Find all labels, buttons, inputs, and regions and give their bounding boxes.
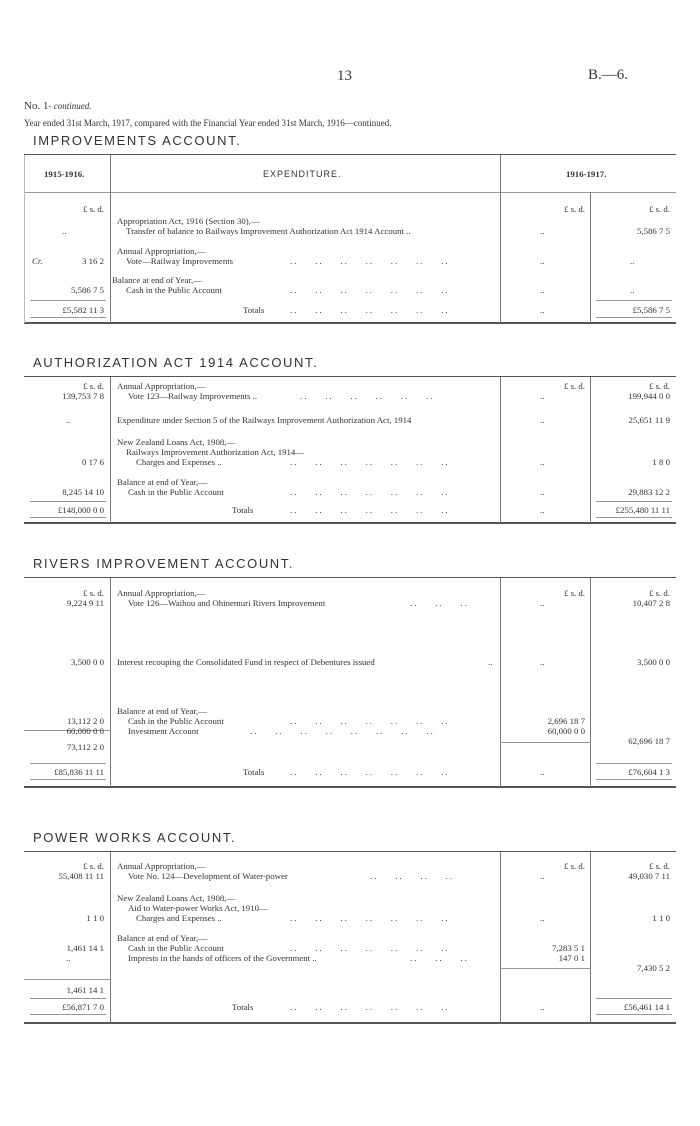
power-leader-dots: .. .. .. — [410, 953, 469, 963]
improvements-row-curr: .. — [630, 256, 635, 266]
authorization-row2-label: Expenditure under Section 5 of the Railways Improvement Authorization Act, 1914 — [117, 415, 412, 425]
improvements-row-prefix: Cr. — [32, 256, 43, 266]
power-row3-prev2: .. — [66, 953, 71, 963]
improvements-row-curr: 5,586 7 5 — [637, 226, 670, 236]
rivers-units-left: £ s. d. — [82, 588, 104, 598]
authorization-row3-sub2: Charges and Expenses .. — [136, 457, 222, 467]
authorization-row2-prev: .. — [66, 415, 71, 425]
power-row2-sub2: Charges and Expenses .. — [136, 913, 222, 923]
authorization-row4-curr: 29,883 12 2 — [628, 487, 670, 497]
power-row3-sub1: Cash in the Public Account — [128, 943, 224, 953]
power-total-prev: £56,871 7 0 — [62, 1002, 104, 1012]
power-leader-dots: .. .. .. .. .. .. .. — [290, 1002, 450, 1012]
improvements-row-prev: 3 16 2 — [82, 256, 104, 266]
improvements-header-right: 1916-1917. — [566, 169, 607, 179]
rivers-units-mid: £ s. d. — [563, 588, 585, 598]
improvements-row-curr: .. — [630, 285, 635, 295]
power-row2-label: New Zealand Loans Act, 1908,— — [117, 893, 236, 903]
power-row2-sub1: Aid to Water-power Works Act, 1910— — [128, 903, 268, 913]
power-total-curr: £56,461 14 1 — [623, 1002, 670, 1012]
authorization-row4-prev: 8,245 14 10 — [62, 487, 104, 497]
improvements-leader-dots: .. .. .. .. .. .. .. — [290, 285, 450, 295]
power-row3-curr: 7,430 5 2 — [637, 963, 670, 973]
rivers-row1-sub: Vote 126—Waihou and Ohinemuri Rivers Improvement — [128, 598, 326, 608]
authorization-row3-mid: .. — [540, 457, 545, 467]
rivers-row2-label: Interest recouping the Consolidated Fund in respect of Debentures issued — [117, 657, 375, 667]
improvements-row-sub: Vote—Railway Improvements — [126, 256, 234, 266]
rivers-row1-mid: .. — [540, 598, 545, 608]
rivers-row2-dots: .. — [488, 657, 493, 667]
improvements-row-label: Annual Appropriation,— — [117, 246, 206, 256]
statement-number — [24, 100, 91, 112]
improvements-header-mid: EXPENDITURE. — [263, 169, 342, 179]
improvements-total-prev: £5,582 11 3 — [62, 305, 104, 315]
rivers-row3-prev-sum: 73,112 2 0 — [66, 742, 104, 752]
page-number: 13 — [337, 68, 352, 84]
page-reference: B.—6. — [588, 67, 629, 83]
authorization-totals-label: Totals — [232, 505, 254, 515]
power-row1-label: Annual Appropriation,— — [117, 861, 206, 871]
power-row3-prev-sum: 1,461 14 1 — [66, 985, 104, 995]
authorization-row2-curr: 25,651 11 9 — [628, 415, 670, 425]
improvements-row-sub: Transfer of balance to Railways Improvement Authorization Act 1914 Account .. — [126, 226, 411, 236]
rivers-row3-prev2: 60,000 0 0 — [66, 726, 104, 736]
rivers-units-right: £ s. d. — [648, 588, 670, 598]
rivers-row2-curr: 3,500 0 0 — [637, 657, 670, 667]
authorization-row3-curr: 1 8 0 — [652, 457, 670, 467]
power-totals-label: Totals — [232, 1002, 254, 1012]
power-units-left: £ s. d. — [82, 861, 104, 871]
power-row2-curr: 1 1 0 — [652, 913, 670, 923]
rivers-total-prev: £85,836 11 11 — [54, 767, 104, 777]
power-total-mid: .. — [540, 1002, 545, 1012]
improvements-units-left: £ s. d. — [82, 204, 104, 214]
authorization-title: AUTHORIZATION ACT 1914 ACCOUNT. — [33, 355, 319, 370]
rivers-row3-label: Balance at end of Year,— — [117, 706, 208, 716]
improvements-units-right: £ s. d. — [648, 204, 670, 214]
power-row1-mid: .. — [540, 871, 545, 881]
power-title: POWER WORKS ACCOUNT. — [33, 830, 237, 845]
improvements-row-prev: 5,586 7 5 — [71, 285, 104, 295]
rivers-row1-prev: 9,224 9 11 — [66, 598, 104, 608]
rivers-row3-sub2: Investment Account — [128, 726, 199, 736]
power-row3-sub2: Imprests in the hands of officers of the Government .. — [128, 953, 317, 963]
improvements-leader-dots: .. .. .. .. .. .. .. — [290, 305, 450, 315]
power-leader-dots: .. .. .. .. .. .. .. — [290, 913, 450, 923]
continued-note: - continued. — [48, 101, 92, 111]
improvements-row-label: Balance at end of Year,— — [112, 275, 203, 285]
power-leader-dots: .. .. .. .. — [370, 871, 454, 881]
rivers-row2-prev: 3,500 0 0 — [71, 657, 104, 667]
authorization-units-mid: £ s. d. — [563, 381, 585, 391]
improvements-row-prev: .. — [62, 226, 67, 236]
rivers-leader-dots: .. .. .. .. .. .. .. .. — [250, 726, 435, 736]
statement-no: No. 1 — [24, 100, 49, 112]
authorization-total-mid: .. — [540, 505, 545, 515]
improvements-units-mid: £ s. d. — [563, 204, 585, 214]
improvements-totals-label: Totals — [243, 305, 265, 315]
authorization-total-curr: £255,480 11 11 — [615, 505, 670, 515]
power-row1-sub: Vote No. 124—Development of Water-power — [128, 871, 288, 881]
authorization-leader-dots: .. .. .. .. .. .. .. — [290, 505, 450, 515]
power-units-mid: £ s. d. — [563, 861, 585, 871]
authorization-row1-label: Annual Appropriation,— — [117, 381, 206, 391]
power-row3-mid1: 7,283 5 1 — [552, 943, 585, 953]
authorization-row1-curr: 199,944 0 0 — [628, 391, 670, 401]
rivers-row3-sub1: Cash in the Public Account — [128, 716, 224, 726]
rivers-leader-dots: .. .. .. .. .. .. .. — [290, 767, 450, 777]
improvements-row-sub: Cash in the Public Account — [126, 285, 222, 295]
rivers-row3-prev1: 13,112 2 0 — [66, 716, 104, 726]
authorization-row2-mid: .. — [540, 415, 545, 425]
improvements-leader-dots: .. .. .. .. .. .. .. — [290, 256, 450, 266]
power-leader-dots: .. .. .. .. .. .. .. — [290, 943, 450, 953]
authorization-row3-sub1: Railways Improvement Authorization Act, 1914— — [126, 447, 305, 457]
rivers-leader-dots: .. .. .. .. .. .. .. — [290, 716, 450, 726]
authorization-row4-label: Balance at end of Year,— — [117, 477, 208, 487]
page-subtitle: Year ended 31st March, 1917, compared with the Financial Year ended 31st March, 1916—continued. — [24, 118, 392, 128]
authorization-row1-sub: Vote 123—Railway Improvements .. — [128, 391, 258, 401]
rivers-row2-mid: .. — [540, 657, 545, 667]
power-units-right: £ s. d. — [648, 861, 670, 871]
authorization-leader-dots: .. .. .. .. .. .. .. — [290, 487, 450, 497]
power-row1-curr: 49,030 7 11 — [628, 871, 670, 881]
rivers-row1-label: Annual Appropriation,— — [117, 588, 206, 598]
power-row1-prev: 55,408 11 11 — [58, 871, 104, 881]
authorization-row4-sub: Cash in the Public Account — [128, 487, 224, 497]
power-row3-label: Balance at end of Year,— — [117, 933, 208, 943]
improvements-header-left: 1915-1916. — [44, 169, 85, 179]
rivers-row3-curr: 62,696 18 7 — [628, 736, 670, 746]
rivers-title: RIVERS IMPROVEMENT ACCOUNT. — [33, 556, 295, 571]
authorization-units-right: £ s. d. — [648, 381, 670, 391]
rivers-row3-mid1: 2,696 18 7 — [547, 716, 585, 726]
authorization-row4-mid: .. — [540, 487, 545, 497]
rivers-row1-curr: 10,407 2 8 — [632, 598, 670, 608]
rivers-leader-dots: .. .. .. — [410, 598, 469, 608]
authorization-leader-dots: .. .. .. .. .. .. — [300, 391, 435, 401]
power-row3-mid2: 147 0 1 — [558, 953, 585, 963]
authorization-row3-label: New Zealand Loans Act, 1908,— — [117, 437, 236, 447]
authorization-total-prev: £148,000 0 0 — [57, 505, 104, 515]
improvements-row-mid: .. — [540, 226, 545, 236]
authorization-leader-dots: .. .. .. .. .. .. .. — [290, 457, 450, 467]
rivers-total-mid: .. — [540, 767, 545, 777]
improvements-total-mid: .. — [540, 305, 545, 315]
power-row2-mid: .. — [540, 913, 545, 923]
rivers-totals-label: Totals — [243, 767, 265, 777]
rivers-total-curr: £76,604 1 3 — [628, 767, 670, 777]
improvements-title: IMPROVEMENTS ACCOUNT. — [33, 133, 242, 148]
rivers-row3-mid2: 60,000 0 0 — [547, 726, 585, 736]
improvements-row-mid: .. — [540, 285, 545, 295]
authorization-row3-prev: 0 17 6 — [82, 457, 104, 467]
improvements-row-mid: .. — [540, 256, 545, 266]
authorization-row1-mid: .. — [540, 391, 545, 401]
power-row2-prev: 1 1 0 — [86, 913, 104, 923]
power-row3-prev1: 1,461 14 1 — [66, 943, 104, 953]
improvements-row-label: Appropriation Act, 1916 (Section 30),— — [117, 216, 260, 226]
authorization-units-left: £ s. d. — [82, 381, 104, 391]
improvements-total-curr: £5,586 7 5 — [632, 305, 670, 315]
authorization-row1-prev: 139,753 7 8 — [62, 391, 104, 401]
